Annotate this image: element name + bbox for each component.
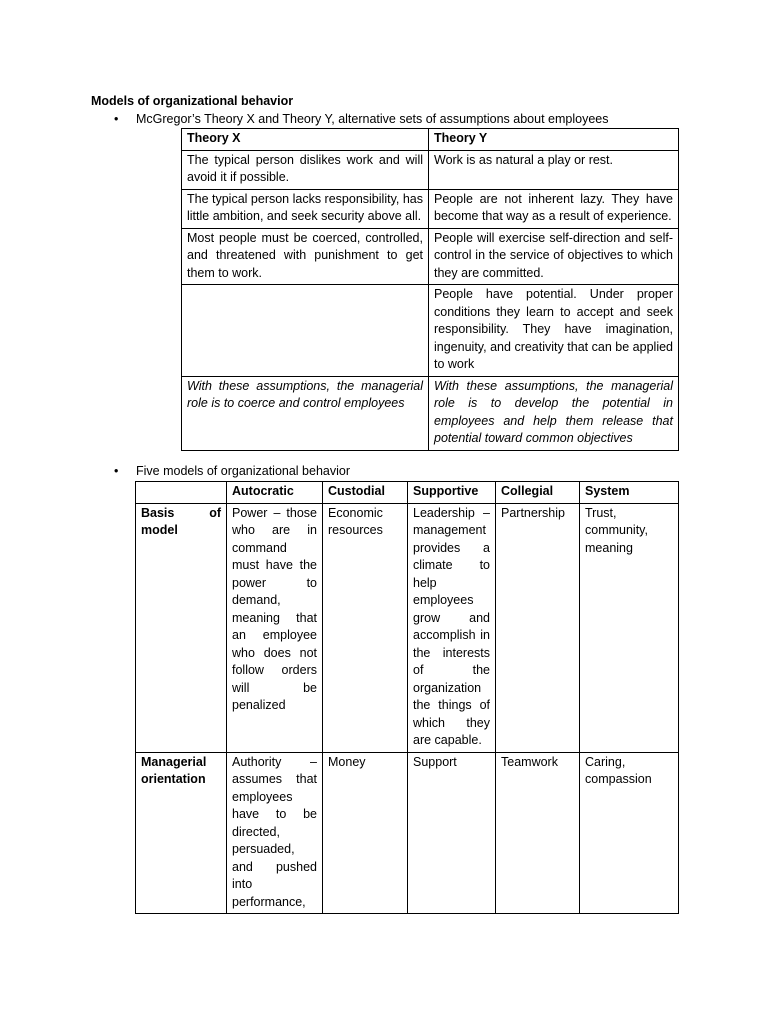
header-theory-x: Theory X	[182, 129, 429, 151]
table-cell: The typical person lacks responsibility, has little ambition, and seek security above all.	[182, 189, 429, 228]
table-cell: The typical person dislikes work and will avoid it if possible.	[182, 150, 429, 189]
page-heading: Models of organizational behavior	[91, 94, 294, 108]
bullet-dot: •	[114, 112, 119, 126]
table-cell: With these assumptions, the managerial role is to develop the potential in employees and help them release that potential toward common objectives	[429, 376, 679, 450]
table-cell: Partnership	[496, 503, 580, 752]
header-supportive: Supportive	[408, 482, 496, 504]
table-cell: Authority – assumes that employees have to be directed, persuaded, and pushed into performance,	[227, 752, 323, 914]
table-cell: Work is as natural a play or rest.	[429, 150, 679, 189]
table-cell: Most people must be coerced, controlled, and threatened with punishment to get them to work.	[182, 228, 429, 285]
bullet-dot: •	[114, 464, 119, 478]
table-row	[182, 189, 679, 228]
table-cell: Money	[323, 752, 408, 914]
table-cell-empty	[182, 285, 429, 377]
bullet-five-models	[114, 464, 351, 478]
bullet-text: Five models of organizational behavior	[136, 464, 351, 478]
header-theory-y: Theory Y	[429, 129, 679, 151]
table-cell: Power – those who are in command must have the power to demand, meaning that an employee who does not follow orders will be penalized	[227, 503, 323, 752]
theory-xy-table	[181, 128, 679, 451]
table-row	[136, 752, 679, 914]
header-system: System	[580, 482, 679, 504]
bullet-theory-xy	[114, 112, 609, 126]
table-row	[182, 285, 679, 377]
row-label-basis: Basis of model	[136, 503, 227, 752]
table-cell: Caring, compassion	[580, 752, 679, 914]
header-custodial: Custodial	[323, 482, 408, 504]
header-blank	[136, 482, 227, 504]
header-collegial: Collegial	[496, 482, 580, 504]
row-label-managerial: Managerial orientation	[136, 752, 227, 914]
table-cell: Leadership – management provides a climate to help employees grow and accomplish in the interests of the organization the things of which they are capable.	[408, 503, 496, 752]
table-cell: Teamwork	[496, 752, 580, 914]
table-cell: Trust, community, meaning	[580, 503, 679, 752]
header-autocratic: Autocratic	[227, 482, 323, 504]
table-cell: People will exercise self-direction and self-control in the service of objectives to which they are committed.	[429, 228, 679, 285]
table-cell: Economic resources	[323, 503, 408, 752]
table-row	[136, 503, 679, 752]
bullet-text: McGregor’s Theory X and Theory Y, alternative sets of assumptions about employees	[136, 112, 609, 126]
table-row	[182, 228, 679, 285]
table-row	[182, 376, 679, 450]
table-cell: Support	[408, 752, 496, 914]
table-row	[182, 150, 679, 189]
table-cell: People have potential. Under proper conditions they learn to accept and seek responsibility. They have imagination, ingenuity, and creativity that can be applied to work	[429, 285, 679, 377]
table-header-row	[182, 129, 679, 151]
table-cell: People are not inherent lazy. They have become that way as a result of experience.	[429, 189, 679, 228]
five-models-table	[135, 481, 679, 914]
table-header-row	[136, 482, 679, 504]
table-cell: With these assumptions, the managerial role is to coerce and control employees	[182, 376, 429, 450]
